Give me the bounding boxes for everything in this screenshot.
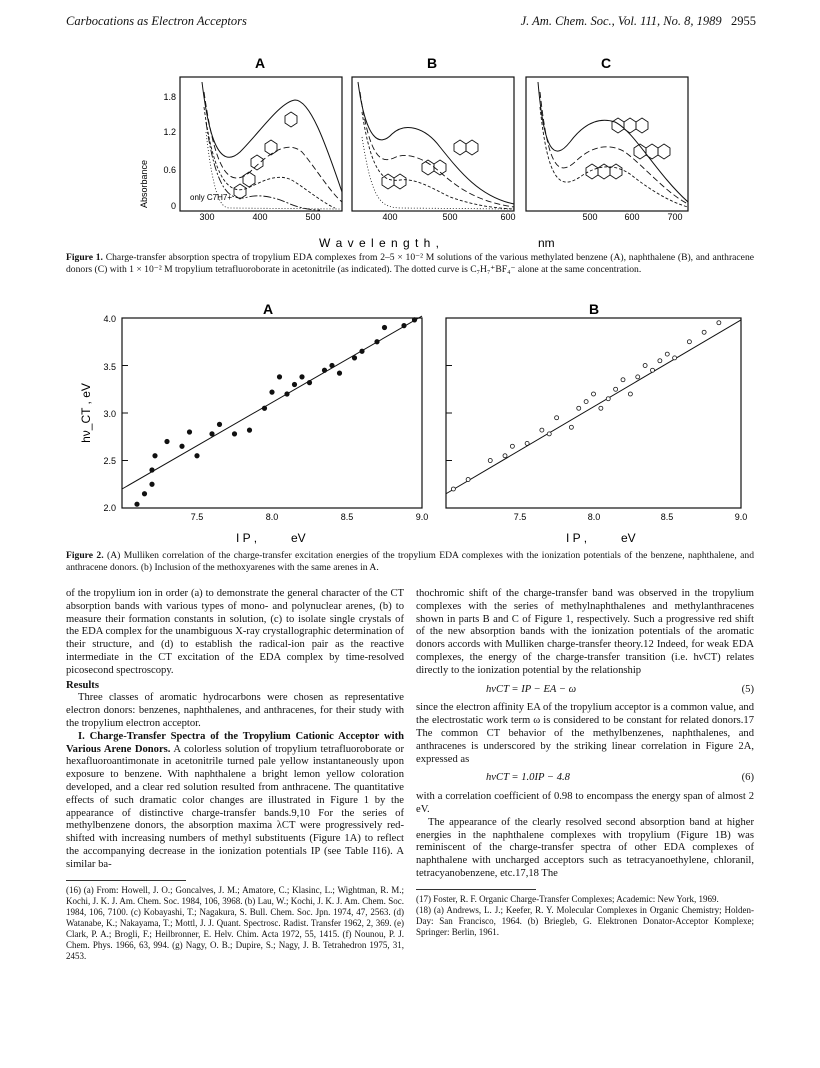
- fig1-caption-label: Figure 1.: [66, 252, 103, 263]
- data-point: [584, 400, 588, 404]
- benzene-ring-icon: [265, 140, 277, 155]
- anthracene-ring-icon: [612, 118, 648, 133]
- data-point: [322, 368, 326, 372]
- fig1-panel-b-frame: [352, 77, 514, 211]
- page-number: 2955: [731, 14, 756, 28]
- fig1-b-curve-1: [358, 82, 514, 204]
- fig1-b-xtick: 600: [500, 212, 516, 222]
- data-point: [555, 416, 559, 420]
- fig2-panel-a-marks: [122, 316, 422, 508]
- fig2-b-xtick: 8.5: [660, 512, 674, 522]
- data-point: [247, 428, 251, 432]
- data-point: [592, 392, 596, 396]
- data-point: [503, 454, 507, 458]
- footnote-rule: [416, 889, 536, 890]
- fig2-panel-a-frame: [122, 318, 422, 508]
- data-point: [292, 382, 296, 386]
- data-point: [270, 390, 274, 394]
- footnote-rule: [66, 880, 186, 881]
- fig1-xunit: nm: [538, 236, 555, 250]
- data-point: [525, 441, 529, 445]
- fig1-panel-b-label: B: [426, 55, 438, 71]
- body-column-right: [416, 588, 754, 938]
- footnote-17: (17) Foster, R. F. Organic Charge-Transfer Complexes; Academic: New York, 1969.: [416, 893, 719, 904]
- fig1-panel-c-label: C: [600, 55, 612, 71]
- fig2-b-xtick: 8.0: [587, 512, 601, 522]
- fig1-a-xtick: 400: [252, 212, 268, 222]
- paragraph: [66, 731, 404, 872]
- data-point: [547, 432, 551, 436]
- paragraph: Three classes of aromatic hydrocarbons were chosen as representative electron donors: benzenes, naphthalenes, and anthracenes, for their study with the tropylium electron acceptor.: [66, 692, 404, 729]
- data-point: [135, 502, 139, 506]
- fig2-b-xtick: 9.0: [734, 512, 748, 522]
- data-point: [330, 363, 334, 367]
- fig2-b-xunit: eV: [621, 531, 636, 545]
- data-point: [687, 340, 691, 344]
- data-point: [577, 406, 581, 410]
- fig1-xlabel: W a v e l e n g t h ,: [318, 236, 440, 250]
- data-point: [540, 428, 544, 432]
- fig1-c-xtick: 700: [667, 212, 683, 222]
- naphthalene-ring-icon: [454, 140, 478, 155]
- data-point: [153, 454, 157, 458]
- fig1-a-curve-2: [204, 92, 342, 202]
- fig2-b-xlabel: I P ,: [566, 531, 588, 545]
- fig2-ytick: 3.0: [103, 409, 116, 419]
- data-point: [665, 352, 669, 356]
- data-point: [569, 425, 573, 429]
- fig1-ytick: 1.2: [163, 127, 176, 137]
- figure-1-caption: [66, 252, 754, 276]
- journal-header: [521, 14, 756, 29]
- fig2-ytick: 3.5: [103, 362, 116, 372]
- fig2-ytick: 4.0: [103, 314, 116, 324]
- fig1-c-xtick: 500: [582, 212, 598, 222]
- fig2-a-xtick: 9.0: [415, 512, 429, 522]
- data-point: [673, 356, 677, 360]
- data-point: [232, 432, 236, 436]
- running-title: Carbocations as Electron Acceptors: [66, 14, 247, 28]
- equation-6-number: (6): [741, 772, 754, 784]
- data-point: [599, 406, 603, 410]
- figure-1: [130, 52, 710, 252]
- fig1-a-xtick: 300: [199, 212, 215, 222]
- equation-5-text: hνCT = IP − EA − ω: [486, 683, 577, 695]
- data-point: [165, 439, 169, 443]
- data-point: [277, 375, 281, 379]
- data-point: [307, 380, 311, 384]
- fig2-caption-label: Figure 2.: [66, 550, 104, 561]
- benzene-ring-icon: [285, 112, 297, 127]
- data-point: [187, 430, 191, 434]
- fig2-panel-b-label: B: [588, 301, 600, 317]
- fig1-a-xtick: 500: [305, 212, 321, 222]
- fig1-ytick: 1.8: [163, 92, 176, 102]
- data-point: [621, 378, 625, 382]
- paragraph-text: A colorless solution of tropylium tetrafluoroborate or hexafluoroantimonate in acetonitrile turned pale yellow instantaneously upon exposure to benzene. With naphthalene a bright lemon yellow coloration developed, and a clear red solution resulted from anthracene. The quantitative effects of such dramatic color changes are illustrated in Figure 1 by the appearance of distinctive charge-transfer bands.9,10 For the series of methylbenzene donors, the absorption maxima λCT were progressively red-shifted with increasing numbers of methyl substituents (Figure 1A) to reflect the accompanying decrease in the ionization potentials IP (see Table I16). A similar ba-: [66, 743, 404, 870]
- data-point: [142, 492, 146, 496]
- data-point: [180, 444, 184, 448]
- benzene-ring-icon: [251, 155, 263, 170]
- fig1-b-xtick: 400: [382, 212, 398, 222]
- fig1-c-curve-1: [538, 82, 688, 202]
- data-point: [717, 321, 721, 325]
- data-point: [606, 397, 610, 401]
- data-point: [150, 468, 154, 472]
- fig2-ylabel: hν_CT , eV: [79, 383, 93, 443]
- data-point: [382, 325, 386, 329]
- fig2-a-xtick: 7.5: [190, 512, 204, 522]
- data-point: [285, 392, 289, 396]
- data-point: [614, 387, 618, 391]
- equation-6-text: hνCT = 1.0IP − 4.8: [486, 772, 570, 784]
- journal-citation: J. Am. Chem. Soc., Vol. 111, No. 8, 1989: [520, 14, 722, 28]
- fig1-ytick: 0: [170, 201, 176, 211]
- data-point: [651, 368, 655, 372]
- paragraph: since the electron affinity EA of the tropylium acceptor is a common value, and the electrostatic work term ω is considered to be constant for related donors.17 The common CT behavior of the methylbenzenes, naphthalenes, and anthracenes is underscored by the striking linear correlation in Figure 2A, expressed as: [416, 702, 754, 765]
- figure-2: [66, 300, 756, 548]
- data-point: [217, 422, 221, 426]
- paragraph: of the tropylium ion in order (a) to demonstrate the general character of the CT absorption bands with various types of mono- and polynuclear arenes, (b) to measure their formation constants in solution, (c) to isolate single crystals of the EDA complex for the unambiguous X-ray crystallographic determination of their structure, and (d) to establish the radical-ion pair as the reactive intermediate in the CT excitation of the EDA complex by time-resolved picosecond spectroscopy.: [66, 588, 404, 676]
- data-point: [636, 375, 640, 379]
- figure-2-caption: [66, 550, 754, 574]
- naphthalene-ring-icon: [382, 174, 406, 189]
- footnote-16: (16) (a) From: Howell, J. O.; Goncalves, J. M.; Amatore, C.; Klasinc, L.; Wightman, R. M.; Kochi, J. K. J. Am. Chem. Soc. 1984, 106, 3968. (b) Lau, W.; Kochi, J. K. J. Am. Chem. Soc. 1984, 106, 7100. (c) Kobayashi, T.; Nagakura, S. Bull. Chem. Soc. Jpn. 1974, 47, 2563. (d) Watanabe, K.; Nakayama, T.; Mottl, J. J. Quant. Spectrosc. Radist. Transfer 1962, 2, 369. (e) Clark, P. A.; Brogli, F.; Heilbronner, E. Helv. Chim. Acta 1972, 55, 1415. (f) Nounou, P. J. Chem. Phys. 1966, 63, 994. (g) Nagy, O. B.; Dupire, S.; Nagy, J. B. Tetrahedron 1975, 31, 2453.: [66, 884, 404, 961]
- fig2-b-xtick: 7.5: [513, 512, 527, 522]
- footnote-18: (18) (a) Andrews, L. J.; Keefer, R. Y. Molecular Complexes in Organic Chemistry; Holden-Day: San Francisco, 1964. (b) Briegleb, G. Elektronen Donator-Acceptor Komplexe; Springer: Berlin, 1961.: [416, 904, 754, 937]
- fig1-panel-a-label: A: [254, 55, 266, 71]
- data-point: [352, 356, 356, 360]
- fig1-a-curve-hexamethyl: [202, 82, 342, 192]
- data-point: [451, 487, 455, 491]
- data-point: [510, 444, 514, 448]
- benzene-ring-icon: [243, 172, 255, 187]
- data-point: [628, 392, 632, 396]
- data-point: [643, 364, 647, 368]
- data-point: [300, 375, 304, 379]
- fig1-b-curve-3: [362, 112, 514, 209]
- equation-6: [416, 766, 754, 791]
- fig1-ylabel: Absorbance: [139, 159, 149, 209]
- anthracene-ring-icon: [586, 164, 622, 179]
- subsection-heading: I. Charge-Transfer Spectra of the Tropylium Cationic Acceptor with Various Arene Donors.: [66, 730, 404, 755]
- data-point: [402, 323, 406, 327]
- fig2-a-xtick: 8.5: [340, 512, 354, 522]
- data-point: [412, 318, 416, 322]
- data-point: [488, 459, 492, 463]
- benzene-ring-icon: [234, 184, 246, 199]
- data-point: [375, 340, 379, 344]
- data-point: [195, 454, 199, 458]
- fig1-c-curve-2: [540, 92, 688, 204]
- fig1-b-curve-2: [360, 92, 514, 207]
- equation-5-number: (5): [741, 683, 754, 695]
- body-column-left: [66, 588, 404, 962]
- data-point: [360, 349, 364, 353]
- anthracene-ring-icon: [634, 144, 670, 159]
- fig2-a-xtick: 8.0: [265, 512, 279, 522]
- fig1-annotation-only-tropylium: only C7H7+: [190, 193, 233, 202]
- section-heading-results: Results: [66, 679, 99, 691]
- data-point: [150, 482, 154, 486]
- data-point: [337, 371, 341, 375]
- fig1-b-curve-4: [362, 137, 514, 209]
- fig1-b-xtick: 500: [442, 212, 458, 222]
- fig2-ytick: 2.0: [103, 503, 116, 513]
- fig1-c-xtick: 600: [624, 212, 640, 222]
- fig2-ytick: 2.5: [103, 456, 116, 466]
- equation-5: [416, 678, 754, 703]
- fig2-a-xlabel: I P ,: [236, 531, 258, 545]
- data-point: [466, 478, 470, 482]
- paragraph: with a correlation coefficient of 0.98 to encompass the energy span of almost 2 eV.: [416, 791, 754, 815]
- fig2-panel-a-label: A: [262, 301, 274, 317]
- data-point: [262, 406, 266, 410]
- data-point: [658, 359, 662, 363]
- regression-line: [446, 320, 741, 494]
- fig2-a-xunit: eV: [291, 531, 306, 545]
- fig1-ytick: 0.6: [163, 165, 176, 175]
- data-point: [210, 432, 214, 436]
- fig2-panel-b-marks: [446, 318, 741, 508]
- data-point: [702, 330, 706, 334]
- paragraph: thochromic shift of the charge-transfer band was observed in the tropylium complexes with the series of methylnaphthalenes and methylanthracenes shown in parts B and C of Figure 1, respectively. Such a progressive red shift of the new absorption bands with the ionization potentials of the aromatic donors accords with Mulliken charge-transfer theory.12 Indeed, for weak EDA complexes, the energy of the charge-transfer transition (i.e. hνCT) relates directly to the ionization potential by the relationship: [416, 588, 754, 676]
- fig2-caption-text: (A) Mulliken correlation of the charge-transfer excitation energies of the tropylium EDA complexes with the ionization potentials of the benzene, naphthalene, and anthracene donors. (b) Inclusion of the methoxyarenes with the same arenes in A.: [66, 550, 754, 573]
- paragraph: The appearance of the clearly resolved second absorption band at higher energies in the naphthalene complexes with tropylium (Figure 1B) was reminiscent of the charge-transfer spectra of other EDA complexes of naphthalene with uncharged acceptors such as tetracyanoethylene, chloranil, tetracyanobenzene, etc.17,18 The: [416, 816, 754, 879]
- fig1-caption-text: Charge-transfer absorption spectra of tropylium EDA complexes from 2–5 × 10⁻² M solutions of the various methylated benzene (A), naphthalene (B), and anthracene donors (C) with 1 × 10⁻² M tropylium tetrafluoroborate in acetonitrile (as indicated). The dotted curve is C₇H₇⁺BF₄⁻ alone at the same concentration.: [66, 252, 754, 275]
